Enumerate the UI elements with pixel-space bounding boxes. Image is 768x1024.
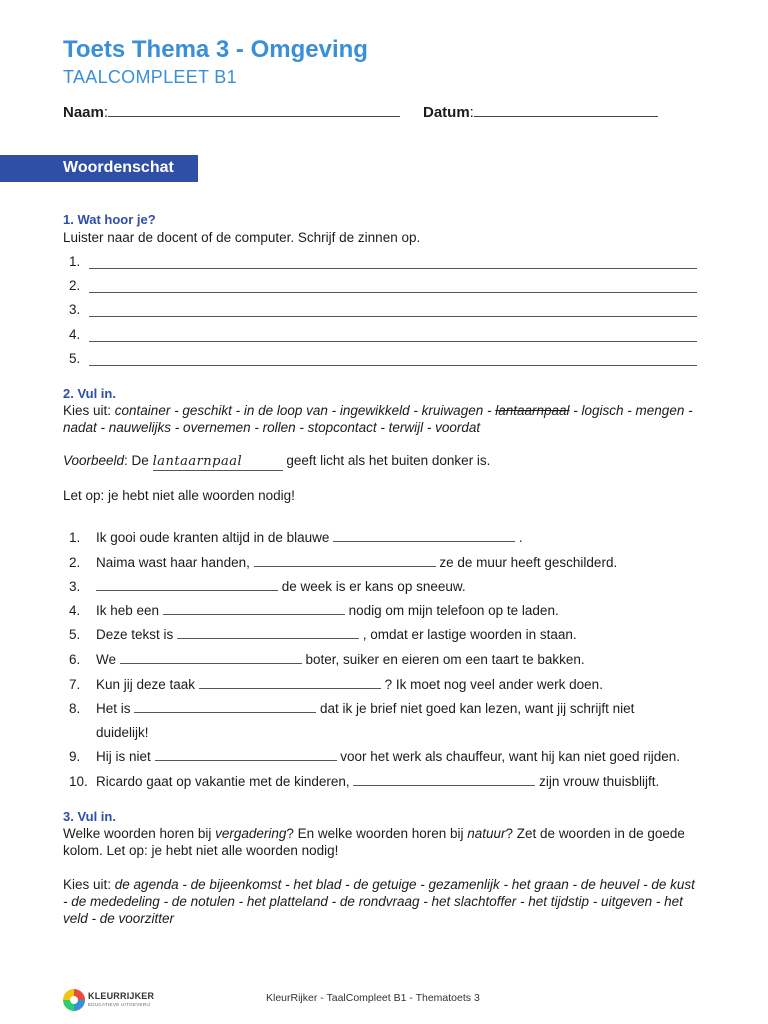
page-subtitle: TAALCOMPLEET B1 (63, 67, 237, 87)
word-list: veld - de voorzitter (63, 911, 175, 926)
answer-blank[interactable] (353, 774, 535, 786)
q1-heading: 1. Wat hoor je? (63, 212, 156, 227)
footer-text: KleurRijker - TaalCompleet B1 - Thematoets 3 (266, 992, 480, 1004)
date-input-line[interactable] (474, 104, 658, 117)
q1-number: 5. (69, 351, 81, 366)
q3-instruction: Welke woorden horen bij vergadering? En welke woorden horen bij natuur? Zet de woorden in de goede kolom. Let op: je hebt niet alle woorden nodig! (63, 826, 685, 858)
q1-instruction: Luister naar de docent of de computer. Schrijf de zinnen op. (63, 230, 421, 245)
keyword: natuur (467, 826, 506, 841)
q2-sentence-2: 2. Naima wast haar handen, ze de muur heeft geschilderd. (69, 555, 618, 570)
q2-sentence-9: 9. Hij is niet voor het werk als chauffeur, want hij kan niet goed rijden. (69, 749, 680, 764)
q3-word-bank (63, 876, 713, 927)
word-list: - logisch - mengen - (569, 403, 693, 418)
write-line[interactable] (89, 365, 697, 366)
q2-sentence-5: 5. Deze tekst is , omdat er lastige woorden in staan. (69, 627, 577, 642)
q1-line-3[interactable] (69, 302, 697, 322)
word-list: de agenda - de bijeenkomst - het blad - de getuige - gezamenlijk - het graan - de heuvel - de kust (114, 877, 695, 892)
write-line[interactable] (89, 316, 697, 317)
answer-blank[interactable] (120, 652, 302, 664)
answer-blank[interactable] (134, 701, 316, 713)
q2-sentence-10: 10. Ricardo gaat op vakantie met de kinderen, zijn vrouw thuisblijft. (69, 774, 660, 789)
q3-heading: 3. Vul in. (63, 809, 116, 824)
name-input-line[interactable] (108, 104, 400, 117)
example-blank (153, 452, 283, 471)
example-text: : De (124, 453, 153, 468)
answer-blank[interactable] (199, 677, 381, 689)
answer-blank[interactable] (155, 749, 337, 761)
example-handwritten-answer: lantaarnpaal (152, 454, 243, 469)
date-field: Datum: (423, 104, 658, 121)
q2-sentence-1: 1. Ik gooi oude kranten altijd in de blauwe . (69, 530, 523, 545)
kies-uit-label: Kies uit: (63, 403, 115, 418)
logo-icon (62, 988, 86, 1012)
q1-line-2[interactable] (69, 278, 697, 298)
q2-sentence-7: 7. Kun jij deze taak ? Ik moet nog veel ander werk doen. (69, 677, 603, 692)
write-line[interactable] (89, 268, 697, 269)
word-list: container - geschikt - in de loop van - ingewikkeld - kruiwagen - (114, 403, 496, 418)
q2-sentence-4: 4. Ik heb een nodig om mijn telefoon op te laden. (69, 603, 559, 618)
answer-blank[interactable] (254, 555, 436, 567)
q2-example (63, 452, 713, 471)
example-label: Voorbeeld (63, 453, 125, 468)
word-list: - de mededeling - de notulen - het platteland - de rondvraag - het slachtoffer - het tijdstip - uitgeven - het (63, 894, 683, 909)
write-line[interactable] (89, 341, 697, 342)
name-field: Naam: (63, 104, 400, 121)
write-line[interactable] (89, 292, 697, 293)
q2-sentence-8-cont: duidelijk! (96, 725, 149, 740)
q1-line-5[interactable] (69, 351, 697, 371)
logo-tagline: EDUCATIEVE UITGEVERIJ (88, 1002, 151, 1007)
answer-blank[interactable] (163, 603, 345, 615)
q1-number: 1. (69, 254, 81, 269)
answer-blank[interactable] (96, 579, 278, 591)
q1-number: 4. (69, 327, 81, 342)
q1-line-1[interactable] (69, 254, 697, 274)
word-list: nadat - nauwelijks - overnemen - rollen - stopcontact - terwijl - voordat (63, 420, 481, 435)
q1-line-4[interactable] (69, 327, 697, 347)
q2-sentence-8: 8. Het is dat ik je brief niet goed kan lezen, want jij schrijft niet (69, 701, 635, 716)
struck-word: lantaarnpaal (495, 403, 570, 418)
answer-blank[interactable] (333, 530, 515, 542)
q1-number: 2. (69, 278, 81, 293)
date-label: Datum (423, 104, 470, 121)
answer-blank[interactable] (177, 627, 359, 639)
section-title: Woordenschat (63, 159, 174, 176)
keyword: vergadering (215, 826, 287, 841)
name-label: Naam (63, 104, 104, 121)
q1-number: 3. (69, 302, 81, 317)
publisher-logo (62, 988, 155, 1017)
q2-note: Let op: je hebt niet alle woorden nodig! (63, 488, 295, 503)
q2-heading: 2. Vul in. (63, 386, 116, 401)
example-text: geeft licht als het buiten donker is. (282, 453, 491, 468)
q2-word-bank (63, 402, 713, 436)
page-title: Toets Thema 3 - Omgeving (63, 36, 368, 63)
section-banner (0, 155, 198, 182)
logo-name: KLEURRIJKER (88, 991, 155, 1001)
q2-sentence-3: 3. de week is er kans op sneeuw. (69, 579, 466, 594)
q2-sentence-6: 6. We boter, suiker en eieren om een taart te bakken. (69, 652, 585, 667)
kies-uit-label: Kies uit: (63, 877, 115, 892)
